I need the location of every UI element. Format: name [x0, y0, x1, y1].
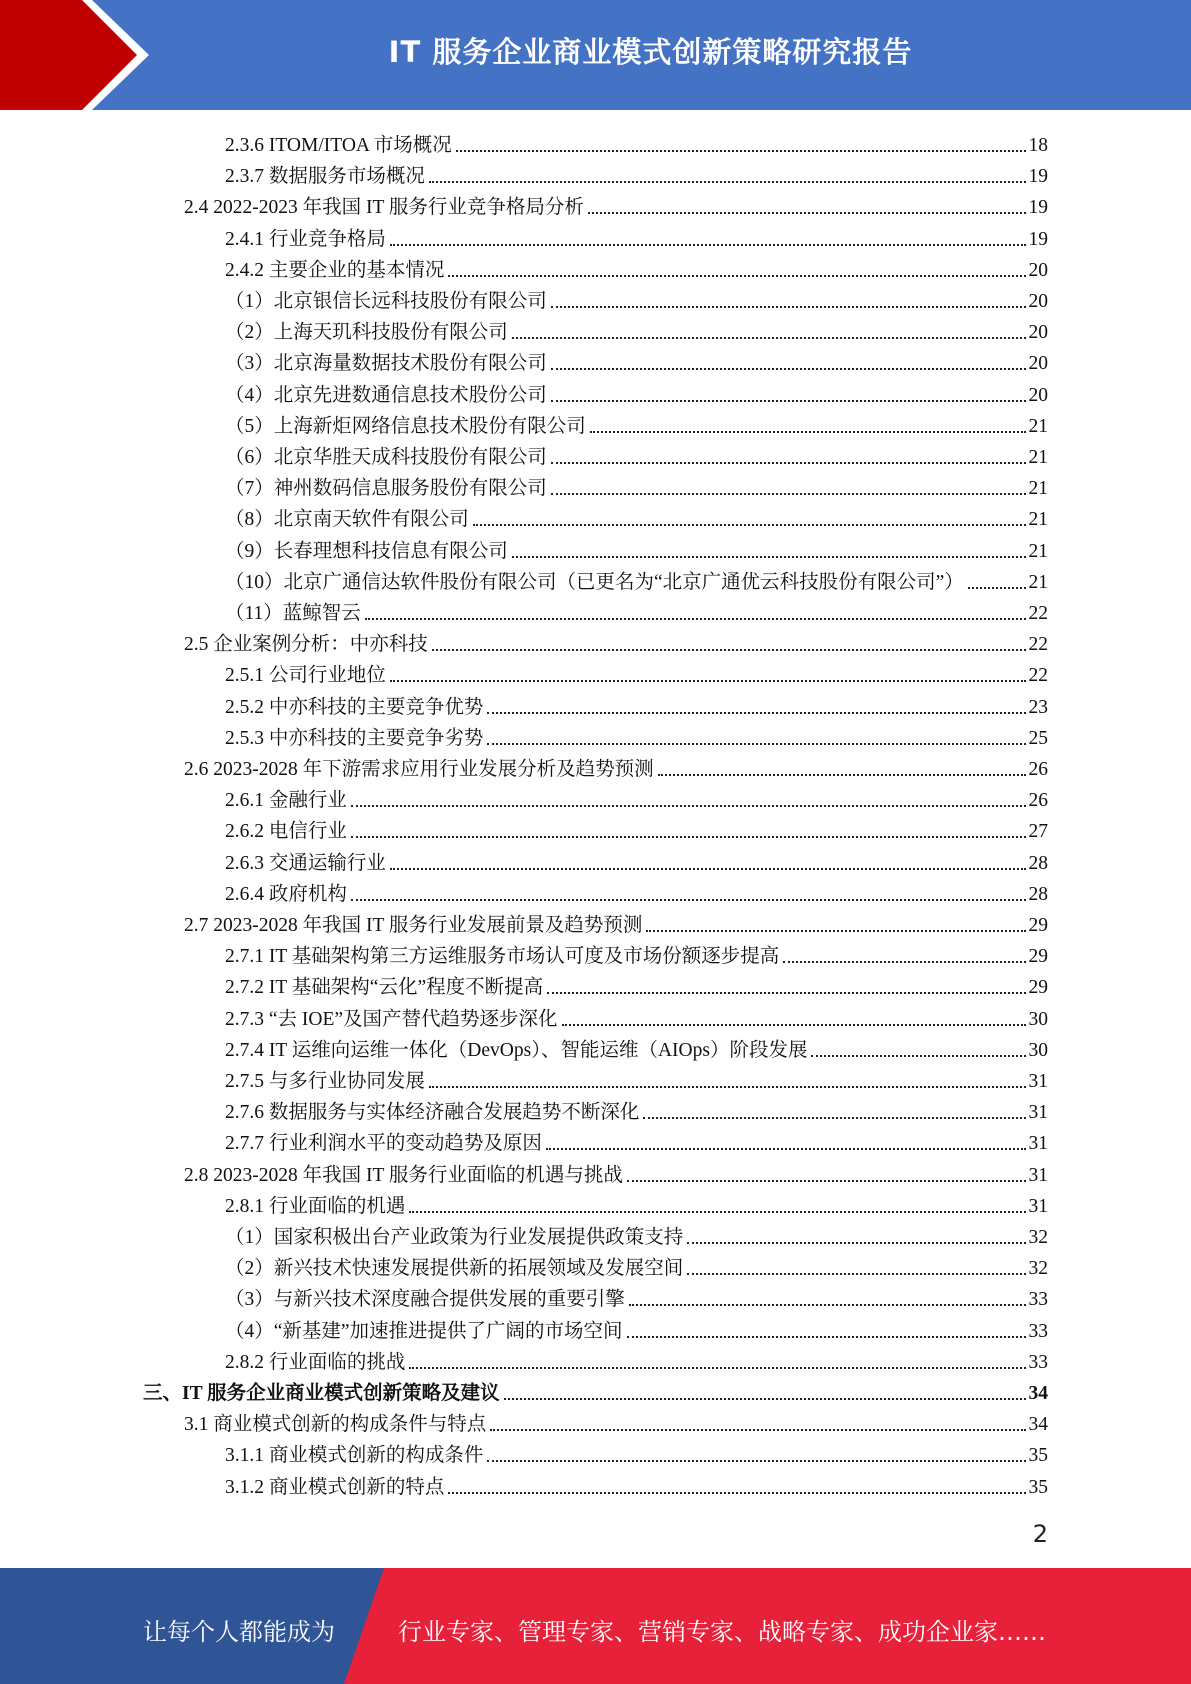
toc-entry[interactable]: [225, 221, 1048, 252]
toc-entry-page: 20: [1028, 259, 1048, 281]
toc-entry-title: 2.7 2023-2028 年我国 IT 服务行业发展前景及趋势预测: [184, 915, 643, 936]
toc-entry-page: 21: [1028, 540, 1048, 562]
toc-entry[interactable]: [225, 969, 1048, 1000]
toc-dot-leader: [409, 1367, 1025, 1369]
toc-entry-title: （1）国家积极出台产业政策为行业发展提供政策支持: [225, 1227, 684, 1248]
toc-dot-leader: [473, 524, 1026, 526]
toc-entry[interactable]: [225, 1469, 1048, 1500]
toc-dot-leader: [687, 1273, 1025, 1275]
toc-entry[interactable]: [225, 845, 1048, 876]
toc-entry-page: 19: [1028, 166, 1048, 188]
toc-entry[interactable]: [184, 626, 1048, 657]
toc-entry-title: 2.5 企业案例分析：中亦科技: [184, 634, 428, 656]
toc-entry-page: 32: [1028, 1227, 1048, 1248]
toc-entry-title: 2.4 2022-2023 年我国 IT 服务行业竞争格局分析: [184, 197, 584, 219]
toc-entry[interactable]: [225, 782, 1048, 813]
toc-entry-title: 2.5.1 公司行业地位: [225, 665, 386, 687]
toc-dot-leader: [512, 556, 1026, 558]
toc-entry-page: 21: [1028, 509, 1048, 531]
toc-entry[interactable]: [225, 1094, 1048, 1125]
toc-dot-leader: [487, 712, 1025, 714]
toc-entry-title: 2.8.2 行业面临的挑战: [225, 1351, 406, 1373]
toc-entry-title: 2.8.1 行业面临的机遇: [225, 1195, 406, 1217]
page-footer: [0, 1568, 1191, 1684]
toc-entry-title: 2.4.2 主要企业的基本情况: [225, 259, 445, 281]
footer-slogan-right: 行业专家、管理专家、营销专家、战略专家、成功企业家……: [398, 1618, 1046, 1646]
toc-entry-title: （6）北京华胜天成科技股份有限公司: [225, 447, 547, 468]
toc-entry-page: 27: [1028, 821, 1048, 843]
toc-entry-page: 21: [1028, 447, 1048, 468]
toc-entry[interactable]: [184, 1406, 1048, 1437]
toc-dot-leader: [351, 805, 1026, 807]
toc-dot-leader: [504, 1398, 1026, 1400]
toc-entry-page: 34: [1028, 1414, 1048, 1436]
toc-entry[interactable]: [225, 1188, 1048, 1219]
toc-entry-page: 22: [1028, 634, 1048, 656]
toc-entry-page: 21: [1028, 415, 1048, 437]
toc-entry-page: 22: [1028, 665, 1048, 687]
toc-entry[interactable]: [225, 408, 1048, 439]
toc-entry-page: 28: [1028, 883, 1048, 905]
toc-entry[interactable]: [225, 1125, 1048, 1156]
toc-entry-title: （1）北京银信长远科技股份有限公司: [225, 291, 547, 312]
toc-entry-page: 33: [1028, 1351, 1048, 1373]
toc-entry-page: 20: [1028, 291, 1048, 312]
toc-entry-title: 2.5.3 中亦科技的主要竞争劣势: [225, 727, 484, 749]
toc-entry[interactable]: [225, 1250, 1048, 1281]
toc-dot-leader: [643, 1117, 1025, 1119]
toc-entry-page: 29: [1028, 915, 1048, 936]
toc-entry-title: 2.7.1 IT 基础架构第三方运维服务市场认可度及市场份额逐步提高: [225, 946, 780, 968]
toc-entry-title: （3）与新兴技术深度融合提供发展的重要引擎: [225, 1289, 625, 1311]
toc-dot-leader: [448, 1492, 1025, 1494]
toc-entry-page: 22: [1028, 603, 1048, 624]
toc-entry[interactable]: [225, 876, 1048, 907]
toc-entry[interactable]: [184, 751, 1048, 782]
toc-entry-title: 三、IT 服务企业商业模式创新策略及建议: [143, 1383, 500, 1404]
toc-entry[interactable]: [225, 1032, 1048, 1063]
toc-entry[interactable]: [225, 377, 1048, 408]
toc-entry-title: 2.6.2 电信行业: [225, 821, 347, 843]
toc-dot-leader: [487, 743, 1025, 745]
toc-dot-leader: [588, 212, 1026, 214]
toc-entry[interactable]: [225, 1063, 1048, 1094]
toc-entry-page: 20: [1028, 322, 1048, 344]
toc-entry-page: 31: [1028, 1071, 1048, 1092]
toc-dot-leader: [429, 181, 1026, 183]
toc-dot-leader: [627, 1336, 1026, 1338]
toc-entry-title: 2.6.3 交通运输行业: [225, 852, 386, 874]
footer-slogan-left: 让每个人都能成为: [143, 1618, 335, 1646]
toc-entry-page: 21: [1028, 571, 1048, 593]
toc-entry[interactable]: [225, 657, 1048, 688]
toc-dot-leader: [562, 1024, 1026, 1026]
toc-dot-leader: [811, 1055, 1025, 1057]
toc-entry-title: （9）长春理想科技信息有限公司: [225, 540, 508, 562]
toc-dot-leader: [365, 618, 1026, 620]
toc-entry-title: （7）神州数码信息服务股份有限公司: [225, 478, 547, 500]
toc-entry-page: 32: [1028, 1258, 1048, 1280]
toc-dot-leader: [390, 868, 1026, 870]
report-title: IT 服务企业商业模式创新策略研究报告: [388, 35, 913, 69]
toc-entry[interactable]: [184, 189, 1048, 220]
toc-dot-leader: [456, 150, 1026, 152]
toc-entry-page: 35: [1028, 1476, 1048, 1498]
toc-entry-page: 31: [1028, 1195, 1048, 1217]
toc-entry-title: （2）新兴技术快速发展提供新的拓展领域及发展空间: [225, 1258, 684, 1280]
toc-entry-page: 29: [1028, 946, 1048, 968]
toc-dot-leader: [551, 368, 1026, 370]
toc-entry-page: 20: [1028, 384, 1048, 406]
toc-entry-title: 3.1 商业模式创新的构成条件与特点: [184, 1414, 487, 1436]
toc-entry-title: 2.3.7 数据服务市场概况: [225, 166, 425, 188]
toc-entry-page: 21: [1028, 478, 1048, 500]
toc-entry-title: （5）上海新炬网络信息技术股份有限公司: [225, 415, 586, 437]
toc-entry-page: 35: [1028, 1445, 1048, 1467]
toc-entry[interactable]: [143, 1375, 1048, 1406]
toc-entry-title: 3.1.1 商业模式创新的构成条件: [225, 1445, 484, 1467]
toc-dot-leader: [551, 306, 1026, 308]
toc-dot-leader: [551, 462, 1026, 464]
toc-entry-title: 2.7.5 与多行业协同发展: [225, 1071, 425, 1092]
toc-dot-leader: [351, 899, 1026, 901]
toc-entry[interactable]: [225, 439, 1048, 470]
toc-entry[interactable]: [225, 314, 1048, 345]
toc-entry[interactable]: [184, 907, 1048, 938]
toc-entry[interactable]: [225, 689, 1048, 720]
toc-entry[interactable]: [225, 1344, 1048, 1375]
toc-dot-leader: [390, 680, 1026, 682]
toc-entry-title: 2.6.1 金融行业: [225, 790, 347, 812]
toc-entry[interactable]: [225, 1219, 1048, 1250]
toc-dot-leader: [547, 992, 1025, 994]
page-header: [0, 0, 1191, 110]
toc-dot-leader: [590, 431, 1026, 433]
toc-entry-title: 2.6.4 政府机构: [225, 883, 347, 905]
toc-dot-leader: [646, 930, 1025, 932]
toc-entry-page: 33: [1028, 1289, 1048, 1311]
toc-entry[interactable]: [225, 252, 1048, 283]
toc-entry[interactable]: [225, 1281, 1048, 1312]
toc-entry-title: （8）北京南天软件有限公司: [225, 509, 469, 531]
toc-dot-leader: [687, 1242, 1025, 1244]
toc-entry[interactable]: [184, 1157, 1048, 1188]
toc-entry-title: 2.5.2 中亦科技的主要竞争优势: [225, 696, 484, 718]
toc-entry-title: （11）蓝鲸智云: [225, 603, 361, 624]
toc-entry-title: 2.7.7 行业利润水平的变动趋势及原因: [225, 1133, 542, 1155]
toc-entry[interactable]: [225, 283, 1048, 314]
toc-dot-leader: [658, 774, 1026, 776]
toc-entry[interactable]: [225, 1313, 1048, 1344]
toc-entry-title: 2.7.6 数据服务与实体经济融合发展趋势不断深化: [225, 1102, 640, 1124]
toc-entry-page: 19: [1028, 197, 1048, 219]
toc-entry-page: 19: [1028, 228, 1048, 250]
toc-dot-leader: [487, 1460, 1025, 1462]
toc-entry[interactable]: [225, 158, 1048, 189]
toc-dot-leader: [627, 1180, 1026, 1182]
toc-dot-leader: [490, 1429, 1025, 1431]
toc-dot-leader: [448, 275, 1025, 277]
toc-entry-title: 3.1.2 商业模式创新的特点: [225, 1476, 445, 1498]
toc-entry-title: 2.7.2 IT 基础架构“云化”程度不断提高: [225, 977, 544, 999]
toc-dot-leader: [968, 587, 1026, 589]
toc-entry-page: 23: [1028, 696, 1048, 718]
toc-entry-page: 25: [1028, 727, 1048, 749]
toc-dot-leader: [432, 649, 1026, 651]
toc-dot-leader: [551, 493, 1026, 495]
toc-entry-page: 28: [1028, 852, 1048, 874]
page-number: 2: [1032, 1520, 1048, 1548]
toc-entry-page: 31: [1028, 1133, 1048, 1155]
toc-dot-leader: [629, 1304, 1026, 1306]
toc-entry[interactable]: [225, 595, 1048, 626]
toc-dot-leader: [551, 400, 1026, 402]
toc-entry-page: 18: [1028, 135, 1048, 156]
toc-entry-title: （3）北京海量数据技术股份有限公司: [225, 353, 547, 375]
toc-entry-page: 34: [1028, 1383, 1048, 1404]
toc-entry[interactable]: [225, 127, 1048, 158]
toc-entry[interactable]: [225, 345, 1048, 376]
toc-entry-title: 2.4.1 行业竞争格局: [225, 228, 386, 250]
toc-dot-leader: [409, 1211, 1025, 1213]
toc-dot-leader: [429, 1086, 1026, 1088]
toc-entry-title: （4）“新基建”加速推进提供了广阔的市场空间: [225, 1320, 623, 1342]
toc-entry[interactable]: [225, 938, 1048, 969]
toc-entry-page: 30: [1028, 1039, 1048, 1061]
toc-entry[interactable]: [225, 533, 1048, 564]
toc-entry-page: 31: [1028, 1164, 1048, 1186]
toc-entry[interactable]: [225, 1001, 1048, 1032]
toc-entry-title: 2.8 2023-2028 年我国 IT 服务行业面临的机遇与挑战: [184, 1164, 623, 1186]
toc-entry-title: （10）北京广通信达软件股份有限公司（已更名为“北京广通优云科技股份有限公司”）: [225, 571, 964, 593]
toc-entry-page: 31: [1028, 1102, 1048, 1124]
toc-entry-page: 29: [1028, 977, 1048, 999]
toc-dot-leader: [390, 244, 1026, 246]
toc-entry-title: （2）上海天玑科技股份有限公司: [225, 322, 508, 344]
toc-entry-page: 20: [1028, 353, 1048, 375]
toc-entry-title: 2.6 2023-2028 年下游需求应用行业发展分析及趋势预测: [184, 759, 654, 780]
toc-entry-page: 26: [1028, 790, 1048, 812]
toc-entry-title: （4）北京先进数通信息技术股份公司: [225, 384, 547, 406]
toc-entry[interactable]: [225, 470, 1048, 501]
toc-entry-page: 33: [1028, 1320, 1048, 1342]
toc-dot-leader: [783, 961, 1025, 963]
toc-entry-title: 2.7.4 IT 运维向运维一体化（DevOps）、智能运维（AIOps）阶段发展: [225, 1039, 808, 1061]
toc-entry[interactable]: [225, 1437, 1048, 1468]
toc-entry-page: 30: [1028, 1008, 1048, 1030]
toc-entry[interactable]: [225, 501, 1048, 532]
toc-entry-page: 26: [1028, 759, 1048, 780]
toc-entry[interactable]: [225, 813, 1048, 844]
toc-dot-leader: [351, 836, 1026, 838]
toc-entry-title: 2.3.6 ITOM/ITOA 市场概况: [225, 135, 452, 156]
toc-entry[interactable]: [225, 720, 1048, 751]
toc-entry-title: 2.7.3 “去 IOE”及国产替代趋势逐步深化: [225, 1008, 558, 1030]
toc-dot-leader: [546, 1148, 1026, 1150]
toc-dot-leader: [512, 337, 1026, 339]
toc-entry[interactable]: [225, 564, 1048, 595]
